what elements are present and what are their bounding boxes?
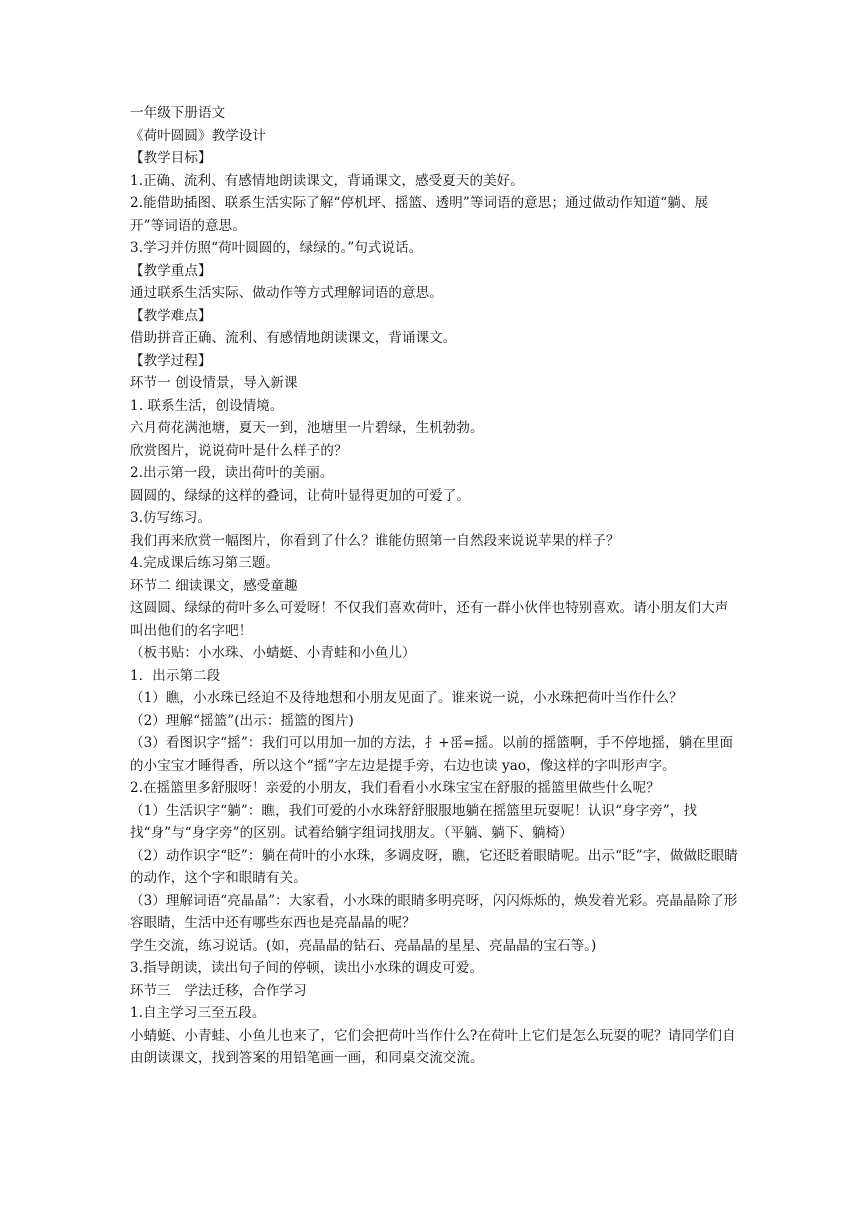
stage-heading: 环节一 创设情景，导入新课 [130, 375, 298, 391]
key-point-text: 通过联系生活实际、做动作等方式理解词语的意思。 [130, 285, 443, 301]
process-paragraph: （3）看图识字“摇”：我们可以用加一加的方法，扌+䍃=摇。以前的摇篮啊，手不停地摇，躺在里面的小宝宝才睡得香，所以这个“摇”字左边是提手旁，右边也读 yao，像这样的字叫形声字。 [130, 735, 734, 774]
process-paragraph: （1）生活识字“躺”：瞧，我们可爱的小水珠舒舒服服地躺在摇篮里玩耍呢！认识“身字旁”，找找“身”与“身字旁”的区别。试着给躺字组词找朋友。（平躺、躺下、躺椅） [130, 802, 698, 841]
section-heading-process: 【教学过程】 [130, 352, 212, 369]
process-paragraph: 3.指导朗读，读出句子间的停顿，读出小水珠的调皮可爱。 [130, 960, 484, 976]
process-paragraph: 六月荷花满池塘，夏天一到，池塘里一片碧绿，生机勃勃。 [130, 420, 484, 436]
section-heading-objectives: 【教学目标】 [130, 150, 212, 166]
stage-heading: 环节三 学法迁移，合作学习 [130, 982, 307, 999]
document-page [130, 102, 740, 1070]
grade-subject-line: 一年级下册语文 [130, 105, 226, 121]
objective-item: 3.学习并仿照“荷叶圆圆的，绿绿的。”句式说话。 [130, 240, 423, 256]
process-paragraph: 1.自主学习三至五段。 [130, 1005, 266, 1021]
process-paragraph: （板书贴：小水珠、小蜻蜓、小青蛙和小鱼儿） [130, 645, 416, 661]
process-paragraph: （3）理解词语“亮晶晶”：大家看，小水珠的眼睛多明亮呀，闪闪烁烁的，焕发着光彩。亮晶晶除了形容眼睛，生活中还有哪些东西也是亮晶晶的呢？ [130, 892, 738, 931]
process-paragraph: 2.在摇篮里多舒服呀！亲爱的小朋友，我们看看小水珠宝宝在舒服的摇篮里做些什么呢？ [130, 780, 660, 796]
process-paragraph: 1. 联系生活，创设情境。 [130, 397, 284, 414]
objective-item: 1.正确、流利、有感情地朗读课文，背诵课文，感受夏天的美好。 [130, 172, 524, 189]
process-paragraph: 4.完成课后练习第三题。 [130, 555, 280, 571]
process-paragraph: 小蜻蜓、小青蛙、小鱼儿也来了，它们会把荷叶当作什么?在荷叶上它们是怎么玩耍的呢？请同学们自由朗读课文，找到答案的用铅笔画一画，和同桌交流交流。 [130, 1027, 736, 1066]
process-paragraph: 圆圆的、绿绿的这样的叠词，让荷叶显得更加的可爱了。 [130, 487, 470, 504]
section-heading-key-points: 【教学重点】 [130, 262, 212, 279]
process-paragraph: 1．出示第二段 [130, 667, 221, 684]
process-paragraph: 3.仿写练习。 [130, 510, 212, 526]
lesson-title: 《荷叶圆圆》教学设计 [130, 127, 266, 144]
difficulty-text: 借助拼音正确、流利、有感情地朗读课文，背诵课文。 [130, 330, 457, 346]
process-paragraph: （2）动作识字“眨”：躺在荷叶的小水珠，多调皮呀，瞧，它还眨着眼睛呢。出示“眨”字，做做眨眼睛的动作，这个字和眼睛有关。 [130, 847, 738, 886]
stage-heading: 环节二 细读课文，感受童趣 [130, 577, 298, 594]
process-paragraph: 2.出示第一段，读出荷叶的美丽。 [130, 465, 334, 481]
process-paragraph: （2）理解“摇篮”(出示：摇篮的图片) [130, 712, 354, 729]
process-paragraph: （1）瞧，小水珠已经迫不及待地想和小朋友见面了。谁来说一说，小水珠把荷叶当作什么？ [130, 690, 683, 706]
process-paragraph: 欣赏图片，说说荷叶是什么样子的？ [130, 442, 348, 459]
process-paragraph: 我们再来欣赏一幅图片，你看到了什么？谁能仿照第一自然段来说说苹果的样子？ [130, 532, 620, 549]
process-paragraph: 学生交流，练习说话。(如，亮晶晶的钻石、亮晶晶的星星、亮晶晶的宝石等。) [130, 937, 597, 954]
process-paragraph: 这圆圆、绿绿的荷叶多么可爱呀！不仅我们喜欢荷叶，还有一群小伙伴也特别喜欢。请小朋友们大声叫出他们的名字吧！ [130, 600, 729, 639]
objective-item: 2.能借助插图、联系生活实际了解“停机坪、摇篮、透明”等词语的意思；通过做动作知道“躺、展开”等词语的意思。 [130, 195, 709, 234]
section-heading-difficulties: 【教学难点】 [130, 307, 212, 324]
